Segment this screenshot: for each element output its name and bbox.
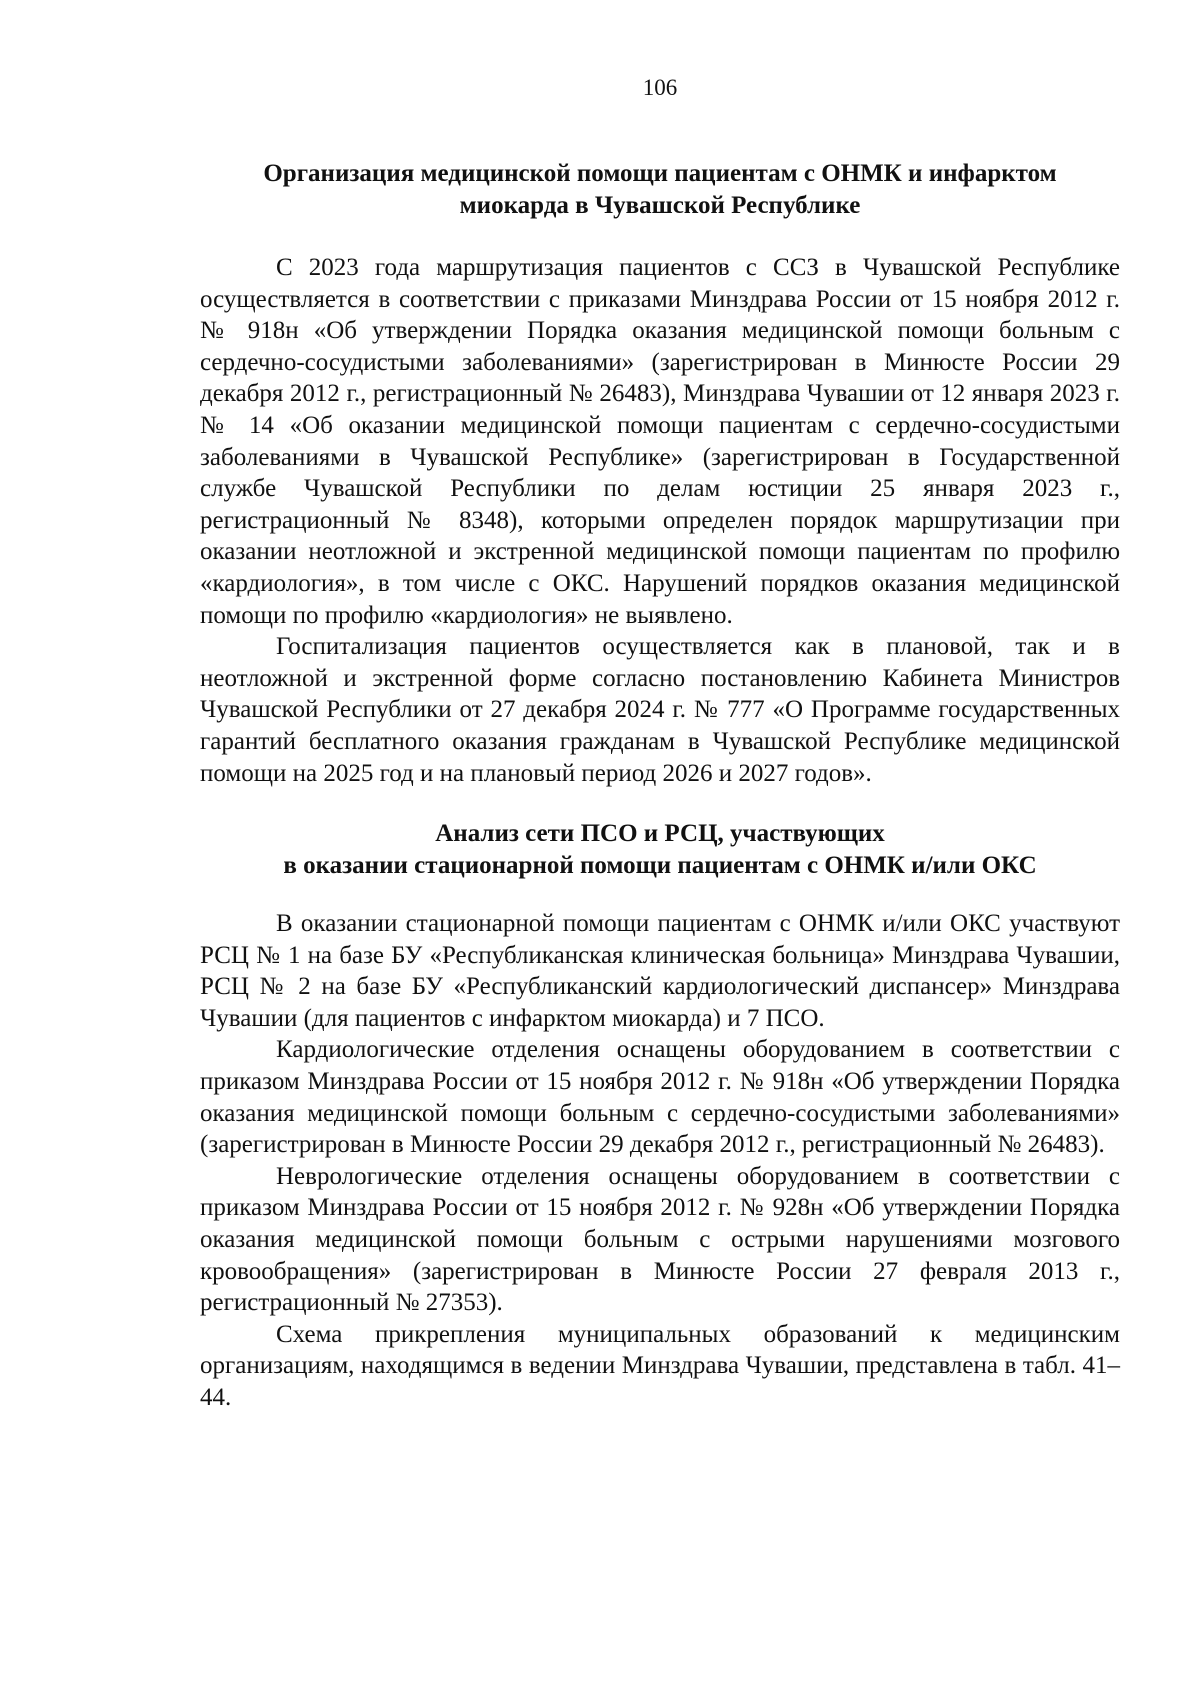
paragraph: Схема прикрепления муниципальных образований к медицинским организациям, находящимся в ведении Минздрава Чувашии, представлена в табл. 41–44. bbox=[200, 1320, 1120, 1411]
section-title-pso-rsc-network bbox=[200, 818, 1120, 882]
title-line: Организация медицинской помощи пациентам с ОНМК и инфарктом bbox=[263, 160, 1057, 187]
section-title-onmk-organization bbox=[200, 158, 1120, 222]
paragraph: Кардиологические отделения оснащены оборудованием в соответствии с приказом Минздрава России от 15 ноября 2012 г. № 918н «Об утверждении Порядка оказания медицинской помощи больным с сердечно-сосудистыми заболеваниями» (зарегистрирован в Минюсте России 29 декабря 2012 г., регистрационный № 26483). bbox=[200, 1036, 1120, 1159]
section-body-onmk-organization bbox=[200, 252, 1120, 789]
title-line: миокарда в Чувашской Республике bbox=[459, 192, 861, 219]
page-number: 106 bbox=[642, 75, 678, 100]
paragraph: В оказании стационарной помощи пациентам с ОНМК и/или ОКС участвуют РСЦ № 1 на базе БУ «Республиканская клиническая больница» Минздрава Чувашии, РСЦ № 2 на базе БУ «Республиканский кардиологический диспансер» Минздрава Чувашии (для пациентов с инфарктом миокарда) и 7 ПСО. bbox=[200, 910, 1120, 1032]
section-body-pso-rsc-network bbox=[200, 908, 1120, 1414]
title-line: Анализ сети ПСО и РСЦ, участвующих bbox=[435, 820, 885, 847]
paragraph: Неврологические отделения оснащены оборудованием в соответствии с приказом Минздрава России от 15 ноября 2012 г. № 928н «Об утверждении Порядка оказания медицинской помощи больным с острыми нарушениями мозгового кровообращения» (зарегистрирован в Минюсте России 27 февраля 2013 г., регистрационный № 27353). bbox=[200, 1162, 1120, 1317]
paragraph: С 2023 года маршрутизация пациентов с ССЗ в Чувашской Республике осуществляется в соответствии с приказами Минздрава России от 15 ноября 2012 г. № 918н «Об утверждении Порядка оказания медицинской помощи больным с сердечно-сосудистыми заболеваниями» (зарегистрирован в Минюсте России 29 декабря 2012 г., регистрационный № 26483), Минздрава Чувашии от 12 января 2023 г. № 14 «Об оказании медицинской помощи пациентам с сердечно-сосудистыми заболеваниями в Чувашской Республике» (зарегистрирован в Государственной службе Чувашской Республики по делам юстиции 25 января 2023 г., регистрационный № 8348), которыми определен порядок маршрутизации при оказании неотложной и экстренной медицинской помощи пациентам по профилю «кардиология», в том числе с ОКС. Нарушений порядков оказания медицинской помощи по профилю «кардиология» не выявлено. bbox=[200, 254, 1120, 629]
paragraph: Госпитализация пациентов осуществляется как в плановой, так и в неотложной и экстренной форме согласно постановлению Кабинета Министров Чувашской Республики от 27 декабря 2024 г. № 777 «О Программе государственных гарантий бесплатного оказания гражданам в Чувашской Республике медицинской помощи на 2025 год и на плановый период 2026 и 2027 годов». bbox=[200, 633, 1120, 787]
title-line: в оказании стационарной помощи пациентам с ОНМК и/или ОКС bbox=[283, 852, 1037, 879]
